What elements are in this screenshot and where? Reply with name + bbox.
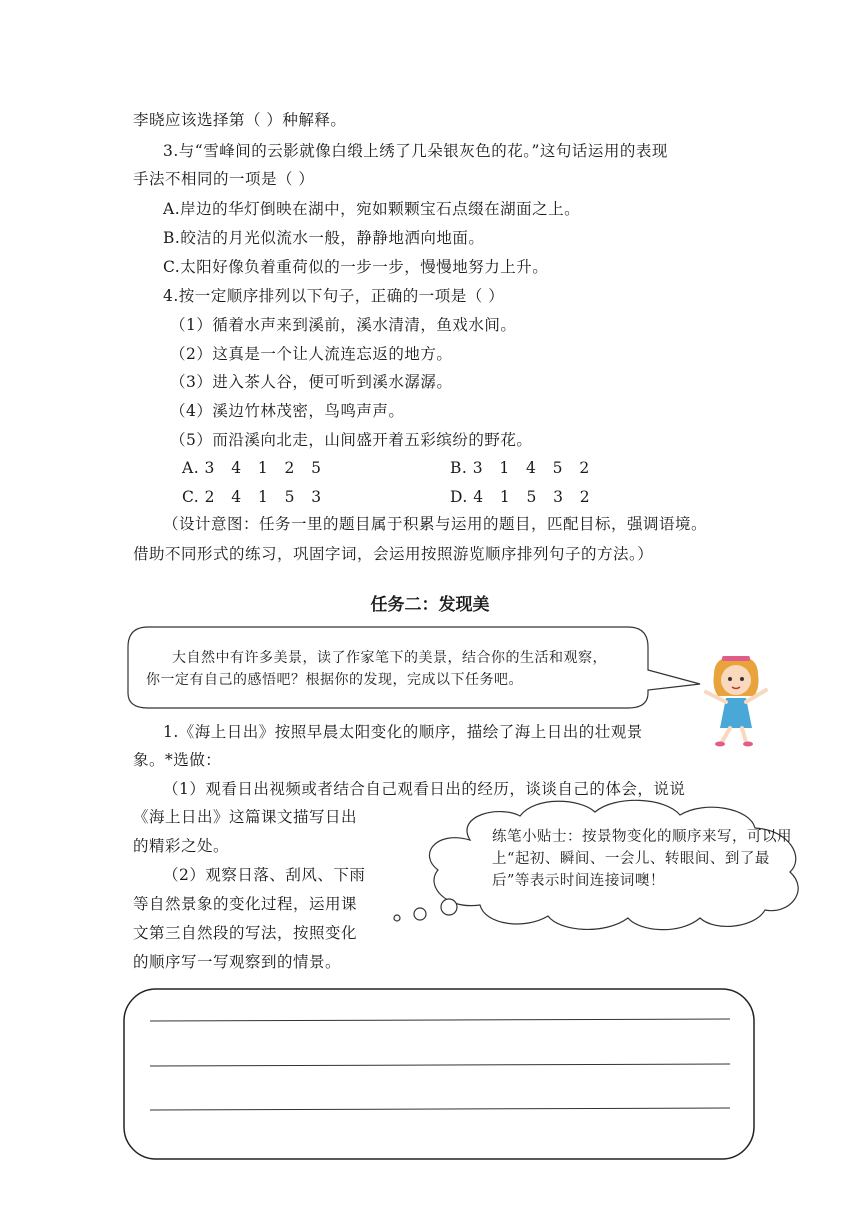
- option-4a: A. 3 4 1 2 5: [182, 459, 322, 477]
- bubble-line-1: 大自然中有许多美景，读了作家笔下的美景，结合你的生活和观察，: [172, 650, 607, 666]
- prompt-1-2-b: 等自然景象的变化过程，运用课: [133, 895, 358, 913]
- sentence-4: （4）溪边竹林茂密，鸟鸣声声。: [170, 402, 405, 420]
- option-3a: A.岸边的华灯倒映在湖中，宛如颗颗宝石点缀在湖面之上。: [163, 200, 581, 218]
- bubble-line-2: 你一定有自己的感悟吧？根据你的发现，完成以下任务吧。: [146, 672, 523, 688]
- prompt-1-1: （1）观看日出视频或者结合自己观看日出的经历，谈谈自己的体会，说说: [163, 780, 686, 798]
- option-3c: C.太阳好像负着重荷似的一步一步，慢慢地努力上升。: [163, 258, 549, 276]
- sentence-3: （3）进入茶人谷，便可听到溪水潺潺。: [170, 373, 453, 391]
- question-4: 4.按一定顺序排列以下句子，正确的一项是（ ）: [163, 287, 505, 305]
- option-4d: D. 4 1 5 3 2: [450, 488, 591, 506]
- design-intent: （设计意图：任务一里的题目属于积累与运用的题目，匹配目标，强调语境。: [163, 515, 708, 533]
- task-two-title: 任务二：发现美: [370, 595, 490, 615]
- question-3-cont: 手法不相同的一项是（ ）: [133, 170, 315, 188]
- prompt-1-1-b: 《海上日出》这篇课文描写日出: [133, 808, 358, 826]
- writing-tip: 练笔小贴士：按景物变化的顺序来写，可以用上“起初、瞬间、一会儿、转眼间、到了最后”等表示时间连接词噢！: [492, 829, 792, 889]
- question-3: 3.与“雪峰间的云影就像白缎上绣了几朵银灰色的花。”这句话运用的表现: [163, 142, 668, 160]
- prompt-1-2-d: 的顺序写一写观察到的情景。: [133, 953, 342, 971]
- prompt-1-cont: 象。*选做：: [133, 751, 222, 769]
- prompt-1: 1.《海上日出》按照早晨太阳变化的顺序，描绘了海上日出的壮观景: [163, 723, 643, 741]
- sentence-2: （2）这真是一个让人流连忘返的地方。: [170, 345, 453, 363]
- prompt-1-2: （2）观察日落、刮风、下雨: [163, 866, 366, 884]
- cartoon-girl-icon: [700, 652, 772, 748]
- prompt-1-1-c: 的精彩之处。: [133, 837, 230, 855]
- design-intent-cont: 借助不同形式的练习，巩固字词，会运用按照游览顺序排列句子的方法。）: [133, 545, 654, 563]
- option-4b: B. 3 1 4 5 2: [450, 459, 590, 477]
- writing-box: [124, 989, 754, 1159]
- sentence-5: （5）而沿溪向北走，山间盛开着五彩缤纷的野花。: [170, 431, 533, 449]
- sentence-1: （1）循着水声来到溪前，溪水清清，鱼戏水间。: [170, 316, 517, 334]
- option-3b: B.皎洁的月光似流水一般，静静地洒向地面。: [163, 229, 485, 247]
- line-l1: 李晓应该选择第（ ）种解释。: [133, 111, 347, 129]
- option-4c: C. 2 4 1 5 3: [182, 488, 322, 506]
- prompt-1-2-c: 文第三自然段的写法，按照变化: [133, 924, 358, 942]
